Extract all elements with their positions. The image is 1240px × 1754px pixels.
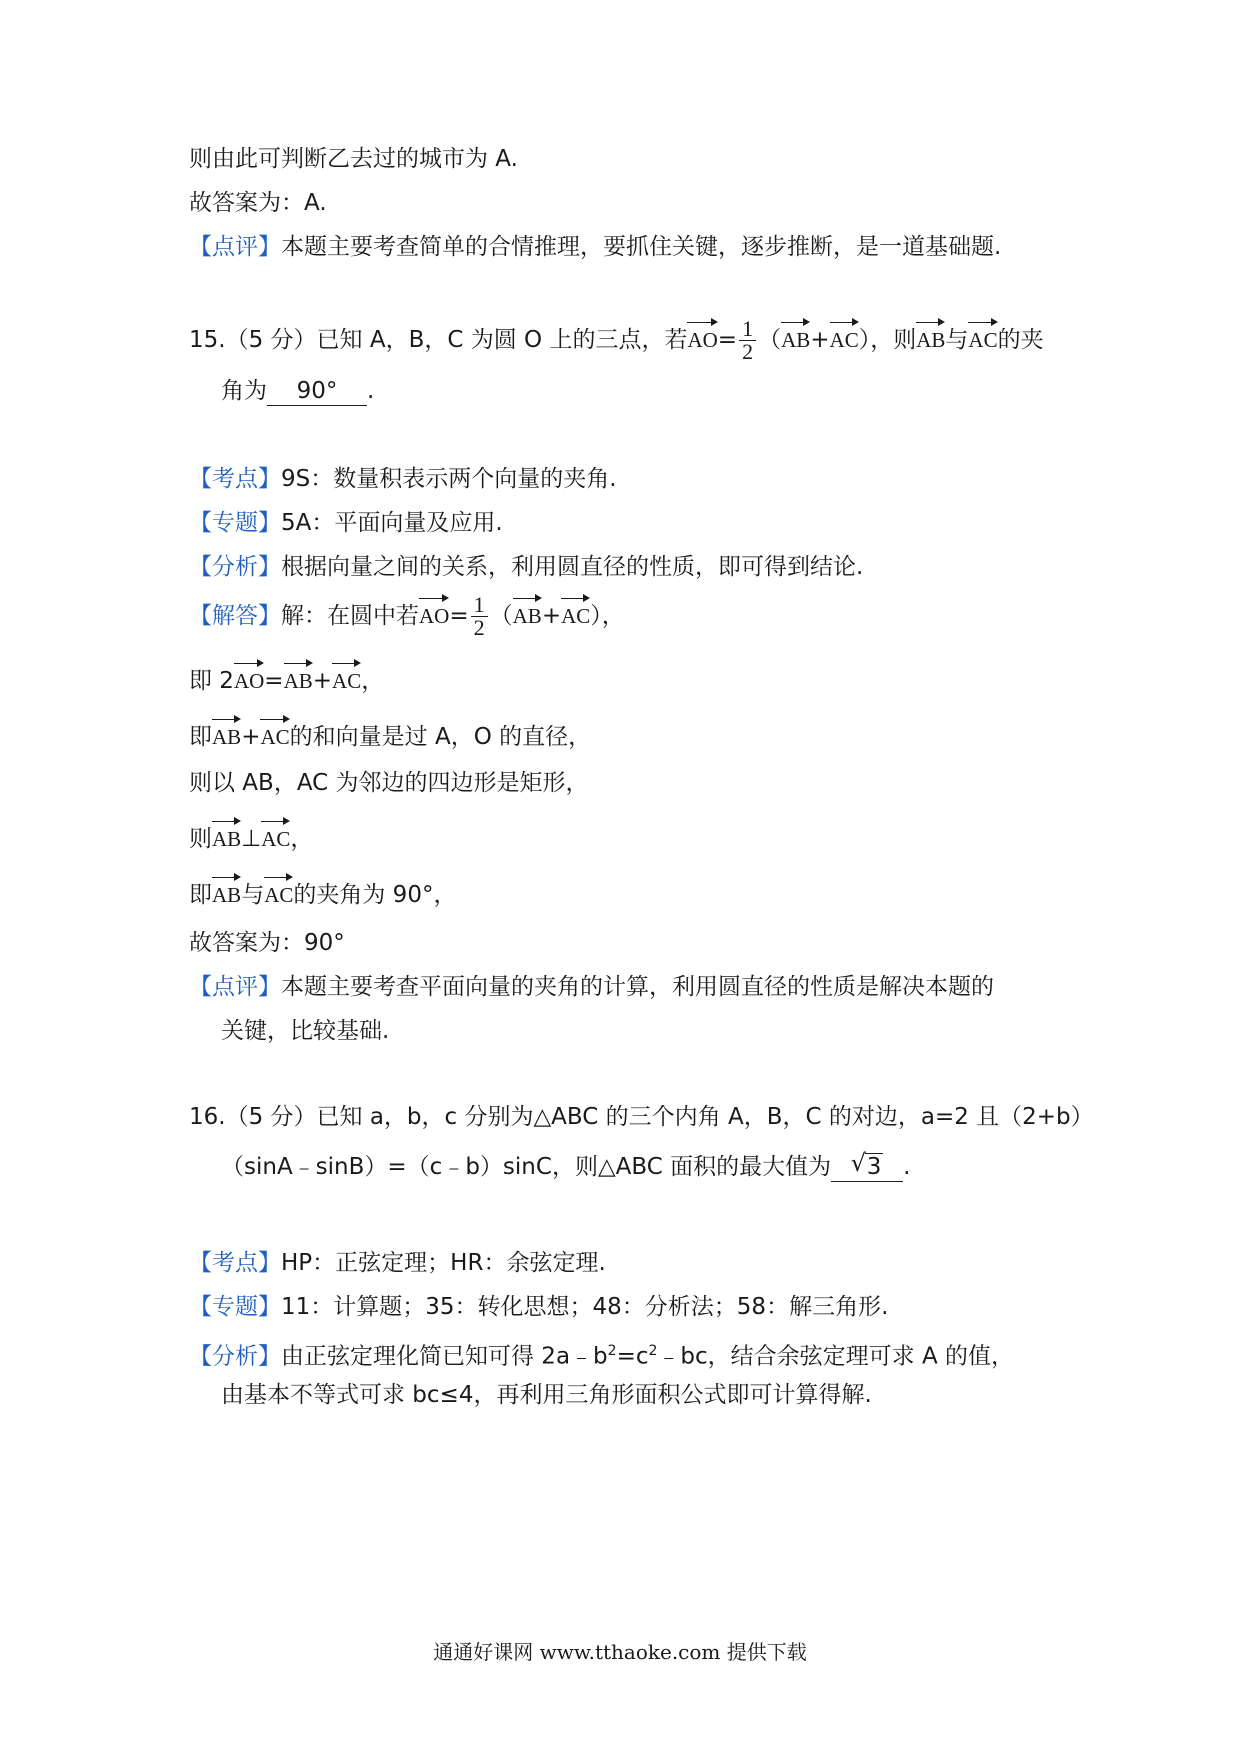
text: （ xyxy=(489,603,513,629)
text: 的夹角为 90°， xyxy=(293,882,457,908)
text: HP：正弦定理；HR：余弦定理. xyxy=(281,1250,606,1276)
text: ， xyxy=(290,826,314,852)
text: 本题主要考查平面向量的夹角的计算，利用圆直径的性质是解决本题的 xyxy=(281,974,994,1000)
text: 角为 xyxy=(221,378,267,404)
vector-AC: AC xyxy=(264,874,293,912)
text: . xyxy=(903,1154,911,1180)
text: 故答案为：90° xyxy=(189,930,345,956)
step-5 xyxy=(189,874,456,912)
plus: + xyxy=(810,327,830,353)
text: ）， xyxy=(590,603,625,629)
answer-blank xyxy=(831,1149,903,1182)
question-15-cont xyxy=(221,374,374,408)
step-6 xyxy=(189,926,345,960)
vector-AB: AB xyxy=(284,660,313,698)
text-line xyxy=(189,142,518,176)
vector-AC: AC xyxy=(261,818,290,856)
kaodian-15 xyxy=(189,462,617,496)
text: . xyxy=(367,378,375,404)
vector-AC: AC xyxy=(332,660,361,698)
text: 与 xyxy=(945,327,969,353)
answer-blank: 90° xyxy=(267,377,367,406)
text: =c xyxy=(616,1343,649,1370)
vector-AO: AO xyxy=(419,595,449,633)
dianping-15-cont xyxy=(221,1014,389,1048)
text: 由正弦定理化简已知可得 2a﹣b xyxy=(281,1343,608,1370)
text: 即 xyxy=(189,882,212,908)
step-2 xyxy=(189,716,591,754)
text: = xyxy=(264,668,284,694)
denominator: 2 xyxy=(473,615,485,640)
tag-jieda: 【解答】 xyxy=(189,603,281,629)
tag-zhuanti: 【专题】 xyxy=(189,1294,281,1320)
text: ﹣bc，结合余弦定理可求 A 的值， xyxy=(657,1343,1015,1370)
vector-AB: AB xyxy=(212,874,241,912)
fenxi-16 xyxy=(189,1334,1014,1374)
text: 即 xyxy=(189,724,212,750)
plus: + xyxy=(312,668,333,694)
fenxi-15 xyxy=(189,550,863,584)
fraction-half xyxy=(471,594,488,639)
plus: + xyxy=(541,603,562,629)
eq: = xyxy=(717,327,738,353)
text: ），则 xyxy=(858,327,917,353)
fenxi-16-cont xyxy=(221,1378,872,1412)
sqrt-expression xyxy=(850,1149,884,1181)
question-16-cont xyxy=(221,1150,910,1184)
comment-line xyxy=(189,230,1001,264)
denominator: 2 xyxy=(742,339,754,364)
vector-AC: AC xyxy=(260,716,289,754)
step-3 xyxy=(189,766,589,800)
numerator: 1 xyxy=(739,318,756,341)
tag-comment: 【点评】 xyxy=(189,234,281,260)
vector-AO: AO xyxy=(234,660,264,698)
tag-kaodian: 【考点】 xyxy=(189,466,281,492)
dianping-15 xyxy=(189,970,994,1004)
tag-zhuanti: 【专题】 xyxy=(189,510,281,536)
vector-AB: AB xyxy=(781,319,810,357)
vector-AO: AO xyxy=(687,319,717,357)
step-1 xyxy=(189,660,384,698)
question-15 xyxy=(189,318,1044,363)
page-footer: 通通好课网 www.tthaoke.com 提供下载 xyxy=(433,1640,807,1664)
vector-AB: AB xyxy=(212,818,241,856)
text: 由基本不等式可求 bc≤4，再利用三角形面积公式即可计算得解. xyxy=(221,1382,872,1408)
text: 本题主要考查简单的合情推理，要抓住关键，逐步推断，是一道基础题. xyxy=(281,234,1002,260)
tag-fenxi: 【分析】 xyxy=(189,554,281,580)
eq: = xyxy=(449,603,469,629)
vector-AC: AC xyxy=(830,319,859,357)
text: 根据向量之间的关系，利用圆直径的性质，即可得到结论. xyxy=(281,554,864,580)
radical-sign: √ xyxy=(850,1149,867,1177)
text-line xyxy=(189,186,327,220)
text: 与 xyxy=(241,882,265,908)
text: （ xyxy=(758,327,782,353)
fraction-half xyxy=(739,318,756,363)
kaodian-16 xyxy=(189,1246,606,1280)
text: 则以 AB，AC 为邻边的四边形是矩形， xyxy=(189,770,589,796)
text: （sinA﹣sinB）=（c﹣b）sinC，则△ABC 面积的最大值为 xyxy=(221,1154,832,1180)
text: 则 xyxy=(189,826,212,852)
superscript: 2 xyxy=(607,1343,617,1359)
vector-AC: AC xyxy=(968,319,997,357)
jieda-15 xyxy=(189,594,625,639)
text: 16.（5 分）已知 a，b，c 分别为△ABC 的三个内角 A，B，C 的对边，a=2 且（2+b） xyxy=(189,1104,1094,1130)
text: 的和向量是过 A，O 的直径， xyxy=(289,724,592,750)
numerator: 1 xyxy=(471,594,488,617)
question-16 xyxy=(189,1100,1094,1134)
text: 即 2 xyxy=(189,668,234,694)
text: 5A：平面向量及应用. xyxy=(281,510,503,536)
text: 的夹 xyxy=(997,327,1044,353)
text: 则由此可判断乙去过的城市为 A. xyxy=(189,146,518,172)
vector-AB: AB xyxy=(916,319,945,357)
vector-AB: AB xyxy=(212,716,241,754)
text: 解：在圆中若 xyxy=(281,603,419,629)
text: 关键，比较基础. xyxy=(221,1018,390,1044)
zhuanti-15 xyxy=(189,506,503,540)
vector-AC: AC xyxy=(561,595,590,633)
tag-comment: 【点评】 xyxy=(189,974,281,1000)
step-4 xyxy=(189,818,313,856)
text: 15.（5 分）已知 A，B，C 为圆 O 上的三点，若 xyxy=(189,327,688,353)
zhuanti-16 xyxy=(189,1290,888,1324)
tag-kaodian: 【考点】 xyxy=(189,1250,281,1276)
superscript: 2 xyxy=(648,1343,658,1359)
text: ， xyxy=(361,668,385,694)
plus: + xyxy=(241,724,261,750)
vector-AB: AB xyxy=(513,595,542,633)
radicand: 3 xyxy=(866,1154,882,1180)
text: 9S：数量积表示两个向量的夹角. xyxy=(281,466,617,492)
text: 11：计算题；35：转化思想；48：分析法；58：解三角形. xyxy=(281,1294,889,1320)
tag-fenxi: 【分析】 xyxy=(189,1343,281,1370)
text: ⊥ xyxy=(241,826,262,852)
text: 故答案为：A. xyxy=(189,190,327,216)
